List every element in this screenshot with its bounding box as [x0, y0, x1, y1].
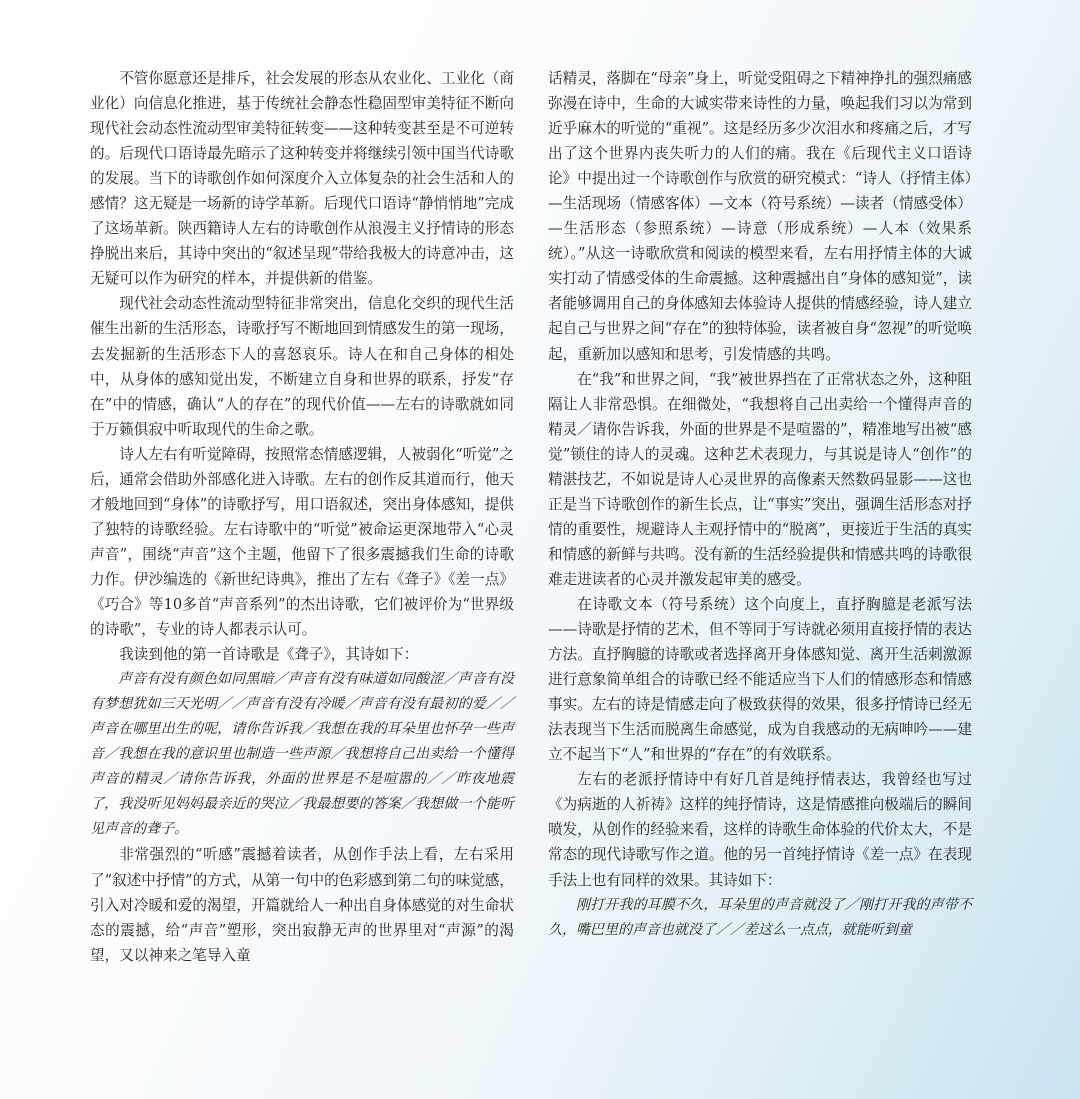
poem-quote: 刚打开我的耳膜不久，耳朵里的声音就没了／刚打开我的声带不久，嘴巴里的声音也就没了／／差这么一点点，就能听到童 [548, 896, 972, 938]
paragraph: 现代社会动态性流动型特征非常突出，信息化交织的现代生活催生出新的生活形态，诗歌抒写不断地回到情感发生的第一现场，去发掘新的生活形态下人的喜怒哀乐。诗人在和自己身体的相处中，从身体的感知觉出发，不断建立自身和世界的联系，抒发“存在”中的情感，确认“人的存在”的现代价值——左右的诗歌就如同于万籁俱寂中听取现代的生命之歌。 [90, 295, 514, 438]
right-column [548, 66, 972, 943]
paragraph: 非常强烈的“听感”震撼着读者，从创作手法上看，左右采用了“叙述中抒情”的方式，从第一句中的色彩感到第二句的味觉感，引入对冷暖和爱的渴望，开篇就给人一种出自身体感觉的对生命状态的震撼，给“声音”塑形，突出寂静无声的世界里对“声源”的渴望，又以神来之笔导入童 [90, 846, 514, 964]
paragraph: 在诗歌文本（符号系统）这个向度上，直抒胸臆是老派写法——诗歌是抒情的艺术，但不等同于写诗就必须用直接抒情的表达方法。直抒胸臆的诗歌或者选择离开身体感知觉、离开生活刺激源进行意象简单组合的诗歌已经不能适应当下人们的情感形态和情感事实。左右的诗是情感走向了极致获得的效果，很多抒情诗已经无法表现当下生活而脱离生命感觉，成为自我感动的无病呻吟——建立不起当下“人”和世界的“存在”的有效联系。 [548, 595, 972, 764]
paragraph: 我读到他的第一首诗歌是《聋子》，其诗如下： [119, 646, 419, 664]
paragraph: 左右的老派抒情诗中有好几首是纯抒情表达，我曾经也写过《为病逝的人祈祷》这样的纯抒情诗，这是情感推向极端后的瞬间喷发，从创作的经验来看，这样的诗歌生命体验的代价太大，不是常态的现代诗歌写作之道。他的另一首纯抒情诗《差一点》在表现手法上也有同样的效果。其诗如下： [548, 771, 972, 889]
left-column [90, 66, 514, 968]
paragraph: 不管你愿意还是排斥，社会发展的形态从农业化、工业化（商业化）向信息化推进，基于传统社会静态性稳固型审美特征不断向现代社会动态性流动型审美特征转变——这种转变甚至是不可逆转的。后现代口语诗最先暗示了这种转变并将继续引领中国当代诗歌的发展。当下的诗歌创作如何深度介入立体复杂的社会生活和人的感情？这无疑是一场新的诗学革新。后现代口语诗“静悄悄地”完成了这场革新。陕西籍诗人左右的诗歌创作从浪漫主义抒情诗的形态挣脱出来后，其诗中突出的“叙述呈现”带给我极大的诗意冲击，这无疑可以作为研究的样本，并提供新的借鉴。 [90, 70, 514, 288]
poem-quote: 声音有没有颜色如同黑暗／声音有没有味道如同酸涩／声音有没有梦想犹如三天光明／／声音有没有冷暖／声音有没有最初的爱／／声音在哪里出生的呢，请你告诉我／我想在我的耳朵里也怀孕一些声音／我想在我的意识里也制造一些声源／我想将自己出卖给一个懂得声音的精灵／请你告诉我，外面的世界是不是喧嚣的／／昨夜地震了，我没听见妈妈最亲近的哭泣／我最想要的答案／我想做一个能听见声音的聋子。 [90, 671, 514, 838]
paragraph: 诗人左右有听觉障碍，按照常态情感逻辑，人被弱化“听觉”之后，通常会借助外部感化进入诗歌。左右的创作反其道而行，他天才般地回到“身体”的诗歌抒写，用口语叙述，突出身体感知，提供了独特的诗歌经验。左右诗歌中的“听觉”被命运更深地带入“心灵声音”，围绕“声音”这个主题，他留下了很多震撼我们生命的诗歌力作。伊沙编选的《新世纪诗典》，推出了左右《聋子》《差一点》《巧合》等10多首“声音系列”的杰出诗歌，它们被评价为“世界级的诗歌”，专业的诗人都表示认可。 [90, 445, 514, 639]
paragraph-continued: 话精灵，落脚在“母亲”身上，听觉受阻碍之下精神挣扎的强烈痛感弥漫在诗中，生命的大诚实带来诗性的力量，唤起我们习以为常到近乎麻木的听觉的“重视”。这是经历多少次泪水和疼痛之后，才写出了这个世界内丧失听力的人们的痛。我在《后现代主义口语诗论》中提出过一个诗歌创作与欣赏的研究模式：“诗人（抒情主体）—生活现场（情感客体）—文本（符号系统）—读者（情感受体）—生活形态（参照系统）—诗意（形成系统）—人本（效果系统）。”从这一诗歌欣赏和阅读的模型来看，左右用抒情主体的大诚实打动了情感受体的生命震撼。这种震撼出自“身体的感知觉”，读者能够调用自己的身体感知去体验诗人提供的情感经验，诗人建立起自己与世界之间“存在”的独特体验，读者被自身“忽视”的听觉唤起，重新加以感知和思考，引发情感的共鸣。 [548, 70, 972, 363]
paragraph: 在“我”和世界之间，“我”被世界挡在了正常状态之外，这种阻隔让人非常恐惧。在细微处，“我想将自己出卖给一个懂得声音的精灵／请你告诉我，外面的世界是不是喧嚣的”，精准地写出被“感觉”锁住的诗人的灵魂。这种艺术表现力，与其说是诗人“创作”的精湛技艺，不如说是诗人心灵世界的高像素天然数码显影——这也正是当下诗歌创作的新生长点，让“事实”突出，强调生活形态对抒情的重要性，规避诗人主观抒情中的“脱离”，更接近于生活的真实和情感的新鲜与共鸣。没有新的生活经验提供和情感共鸣的诗歌很难走进读者的心灵并激发起审美的感受。 [548, 370, 972, 588]
